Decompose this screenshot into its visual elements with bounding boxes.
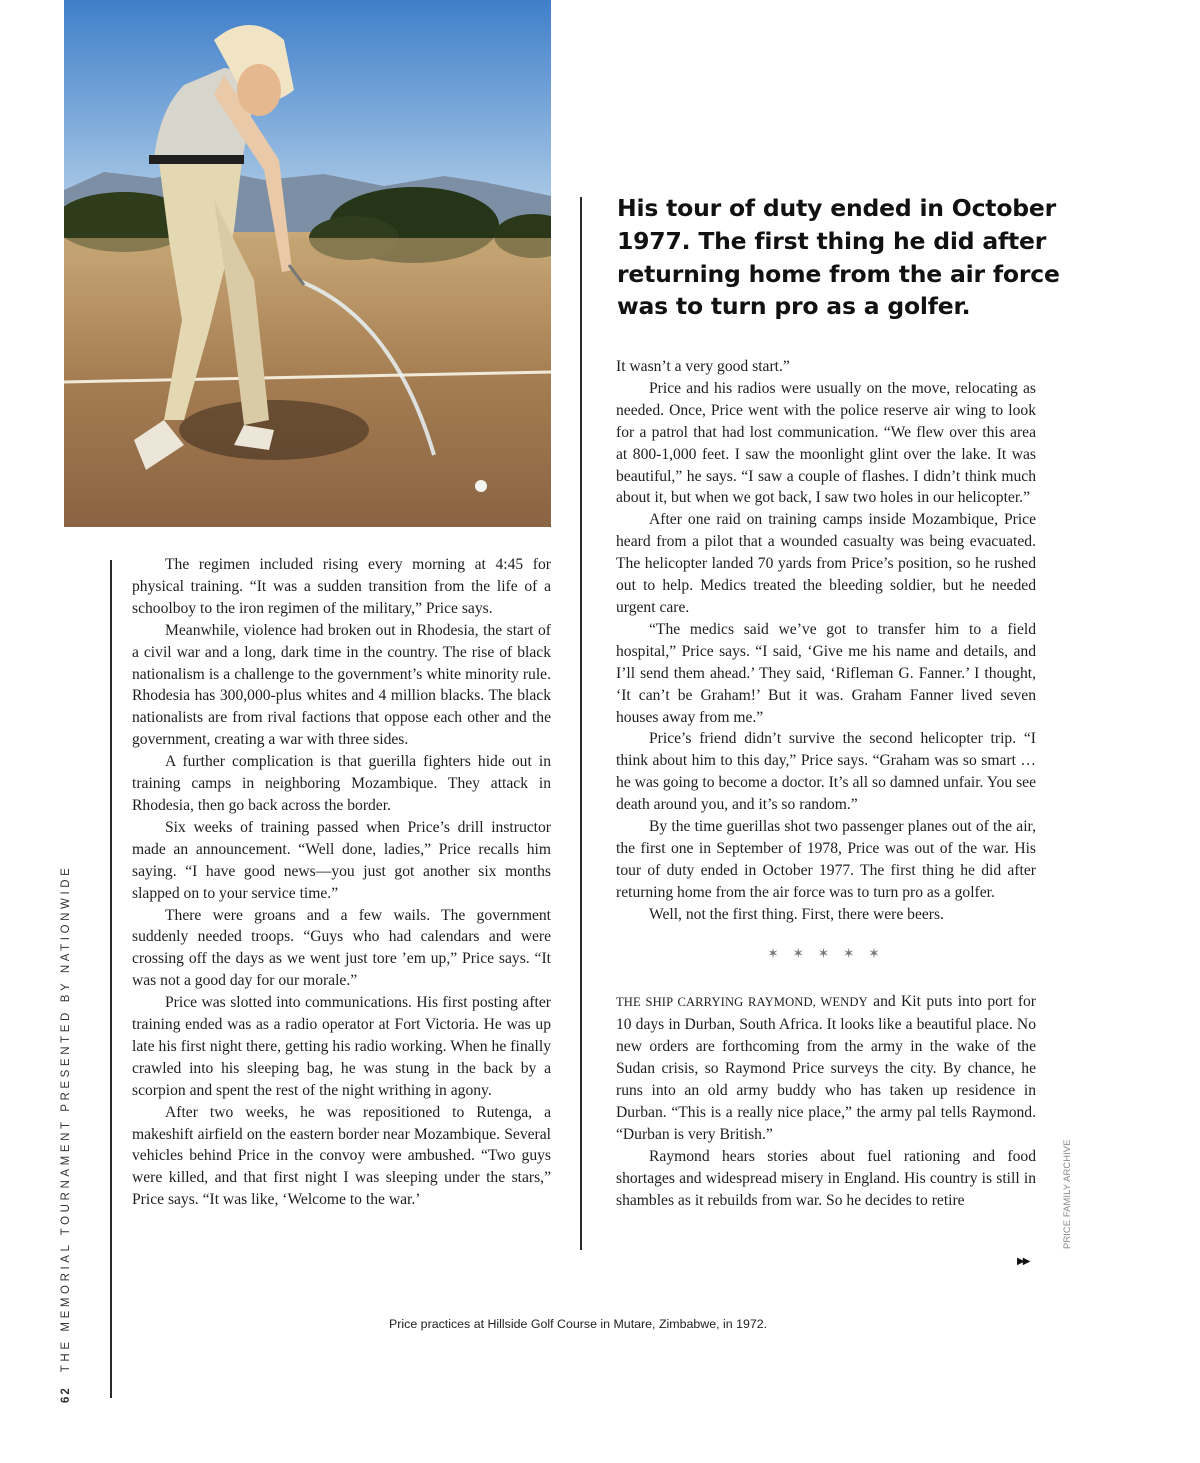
photo-credit: PRICE FAMILY ARCHIVE — [1061, 1139, 1072, 1249]
paragraph: “The medics said we’ve got to transfer him to a field hospital,” Price says. “I said, ‘Give me his name and details, and I’ll send them ahead.’ They said, ‘Rifleman G. Fanner.’ I thought, ‘It can’t be Graham!’ But it was. Graham Fanner lived seven houses away from me.” — [616, 620, 1036, 726]
right-column — [616, 356, 1036, 1212]
paragraph: There were groans and a few wails. The government suddenly needed troops. “Guys who had calendars and were crossing off the days as we went just tore ’em up,” Price says. “It was not a good day for our morale.” — [132, 906, 551, 990]
paragraph: By the time guerillas shot two passenger planes out of the air, the first one in September of 1978, Price was out of the war. His tour of duty ended in October 1977. The first thing he did after returning home from the air force was to turn pro as a golfer. — [616, 818, 1036, 901]
paragraph: A further complication is that guerilla fighters hide out in training camps in neighboring Mozambique. They attack in Rhodesia, then go back across the border. — [132, 753, 551, 814]
section-separator: ✶ ✶ ✶ ✶ ✶ — [767, 946, 885, 962]
photo-caption: Price practices at Hillside Golf Course in Mutare, Zimbabwe, in 1972. — [389, 1317, 768, 1331]
running-head — [60, 843, 72, 1403]
paragraph: Price was slotted into communications. His first posting after training ended was as a radio operator at Fort Victoria. He was up late his first night there, getting his radio working. When he finally crawled into his sleeping bag, he was stung in the back by a scorpion and spent the rest of the night writhing in agony. — [132, 994, 551, 1099]
left-column — [132, 554, 551, 1211]
golfer-photo — [64, 0, 551, 527]
section-lead-caps: THE SHIP CARRYING RAYMOND, WENDY — [616, 995, 868, 1010]
paragraph: Price’s friend didn’t survive the second helicopter trip. “I think about him to this day,” Price says. “Graham was so smart … he was going to become a doctor. It’s all so damned unfair. You see death around you, and it’s so random.” — [616, 730, 1036, 814]
page-number: 62 — [60, 1386, 72, 1403]
continued-paragraph: It wasn’t a very good start.” — [616, 358, 790, 375]
left-rule — [110, 560, 112, 1398]
pull-quote-rule — [580, 197, 582, 1250]
pull-quote: His tour of duty ended in October 1977. The first thing he did after returning home from the air force was to turn pro as a golfer. — [617, 194, 1060, 321]
paragraph: Six weeks of training passed when Price’s drill instructor made an announcement. “Well done, ladies,” Price recalls him saying. “I have good news—you just got another six months slapped on to your service time.” — [132, 818, 551, 902]
section-lead-rest: and Kit puts into port for 10 days in Durban, South Africa. It looks like a beautiful place. No new orders are forthcoming from the army in the wake of the Sudan crisis, so Raymond Price surveys the city. By chance, he runs into an old army buddy who has taken up residence in Durban. “This is a really nice place,” the army pal tells Raymond. “Durban is very British.” — [616, 993, 1036, 1143]
running-title: THE MEMORIAL TOURNAMENT PRESENTED BY NATIONWIDE — [60, 864, 72, 1373]
continue-arrow-icon: ▶▶ — [1017, 1256, 1029, 1267]
paragraph: Meanwhile, violence had broken out in Rhodesia, the start of a civil war and a long, dark time in the country. The rise of black nationalism is a challenge to the government’s white minority rule. Rhodesia has 300,000-plus whites and 4 million blacks. The black nationalists are from rival factions that oppose each other and the government, creating a war with three sides. — [132, 621, 551, 749]
paragraph: After two weeks, he was repositioned to Rutenga, a makeshift airfield on the eastern border near Mozambique. Several vehicles behind Price in the convoy were ambushed. “Two guys were killed, and that first night I was sleeping under the stars,” Price says. “It was like, ‘Welcome to the war.’ — [132, 1103, 551, 1209]
paragraph: Price and his radios were usually on the move, relocating as needed. Once, Price went with the police reserve air wing to look for a patrol that had lost communication. “We flew over this area at 800-1,000 feet. I saw the moonlight glint over the lake. It was beautiful,” he says. “I saw a couple of flashes. I didn’t think much about it, but when we got back, I saw two holes in our helicopter.” — [616, 379, 1036, 507]
paragraph: The regimen included rising every morning at 4:45 for physical training. “It was a sudden transition from the life of a schoolboy to the iron regimen of the military,” Price says. — [132, 556, 551, 617]
golfer-photo-illustration — [64, 0, 551, 527]
paragraph: Raymond hears stories about fuel rationing and food shortages and widespread misery in England. His country is still in shambles as it rebuilds from war. So he decides to retire — [616, 1147, 1036, 1209]
section-lead-paragraph — [616, 991, 1036, 1145]
paragraph: Well, not the first thing. First, there were beers. — [649, 905, 944, 923]
paragraph: After one raid on training camps inside Mozambique, Price heard from a pilot that a wounded casualty was being evacuated. The helicopter landed 70 yards from Price’s position, so he rushed out to help. Medics treated the bleeding soldier, but he needed urgent care. — [616, 511, 1036, 616]
